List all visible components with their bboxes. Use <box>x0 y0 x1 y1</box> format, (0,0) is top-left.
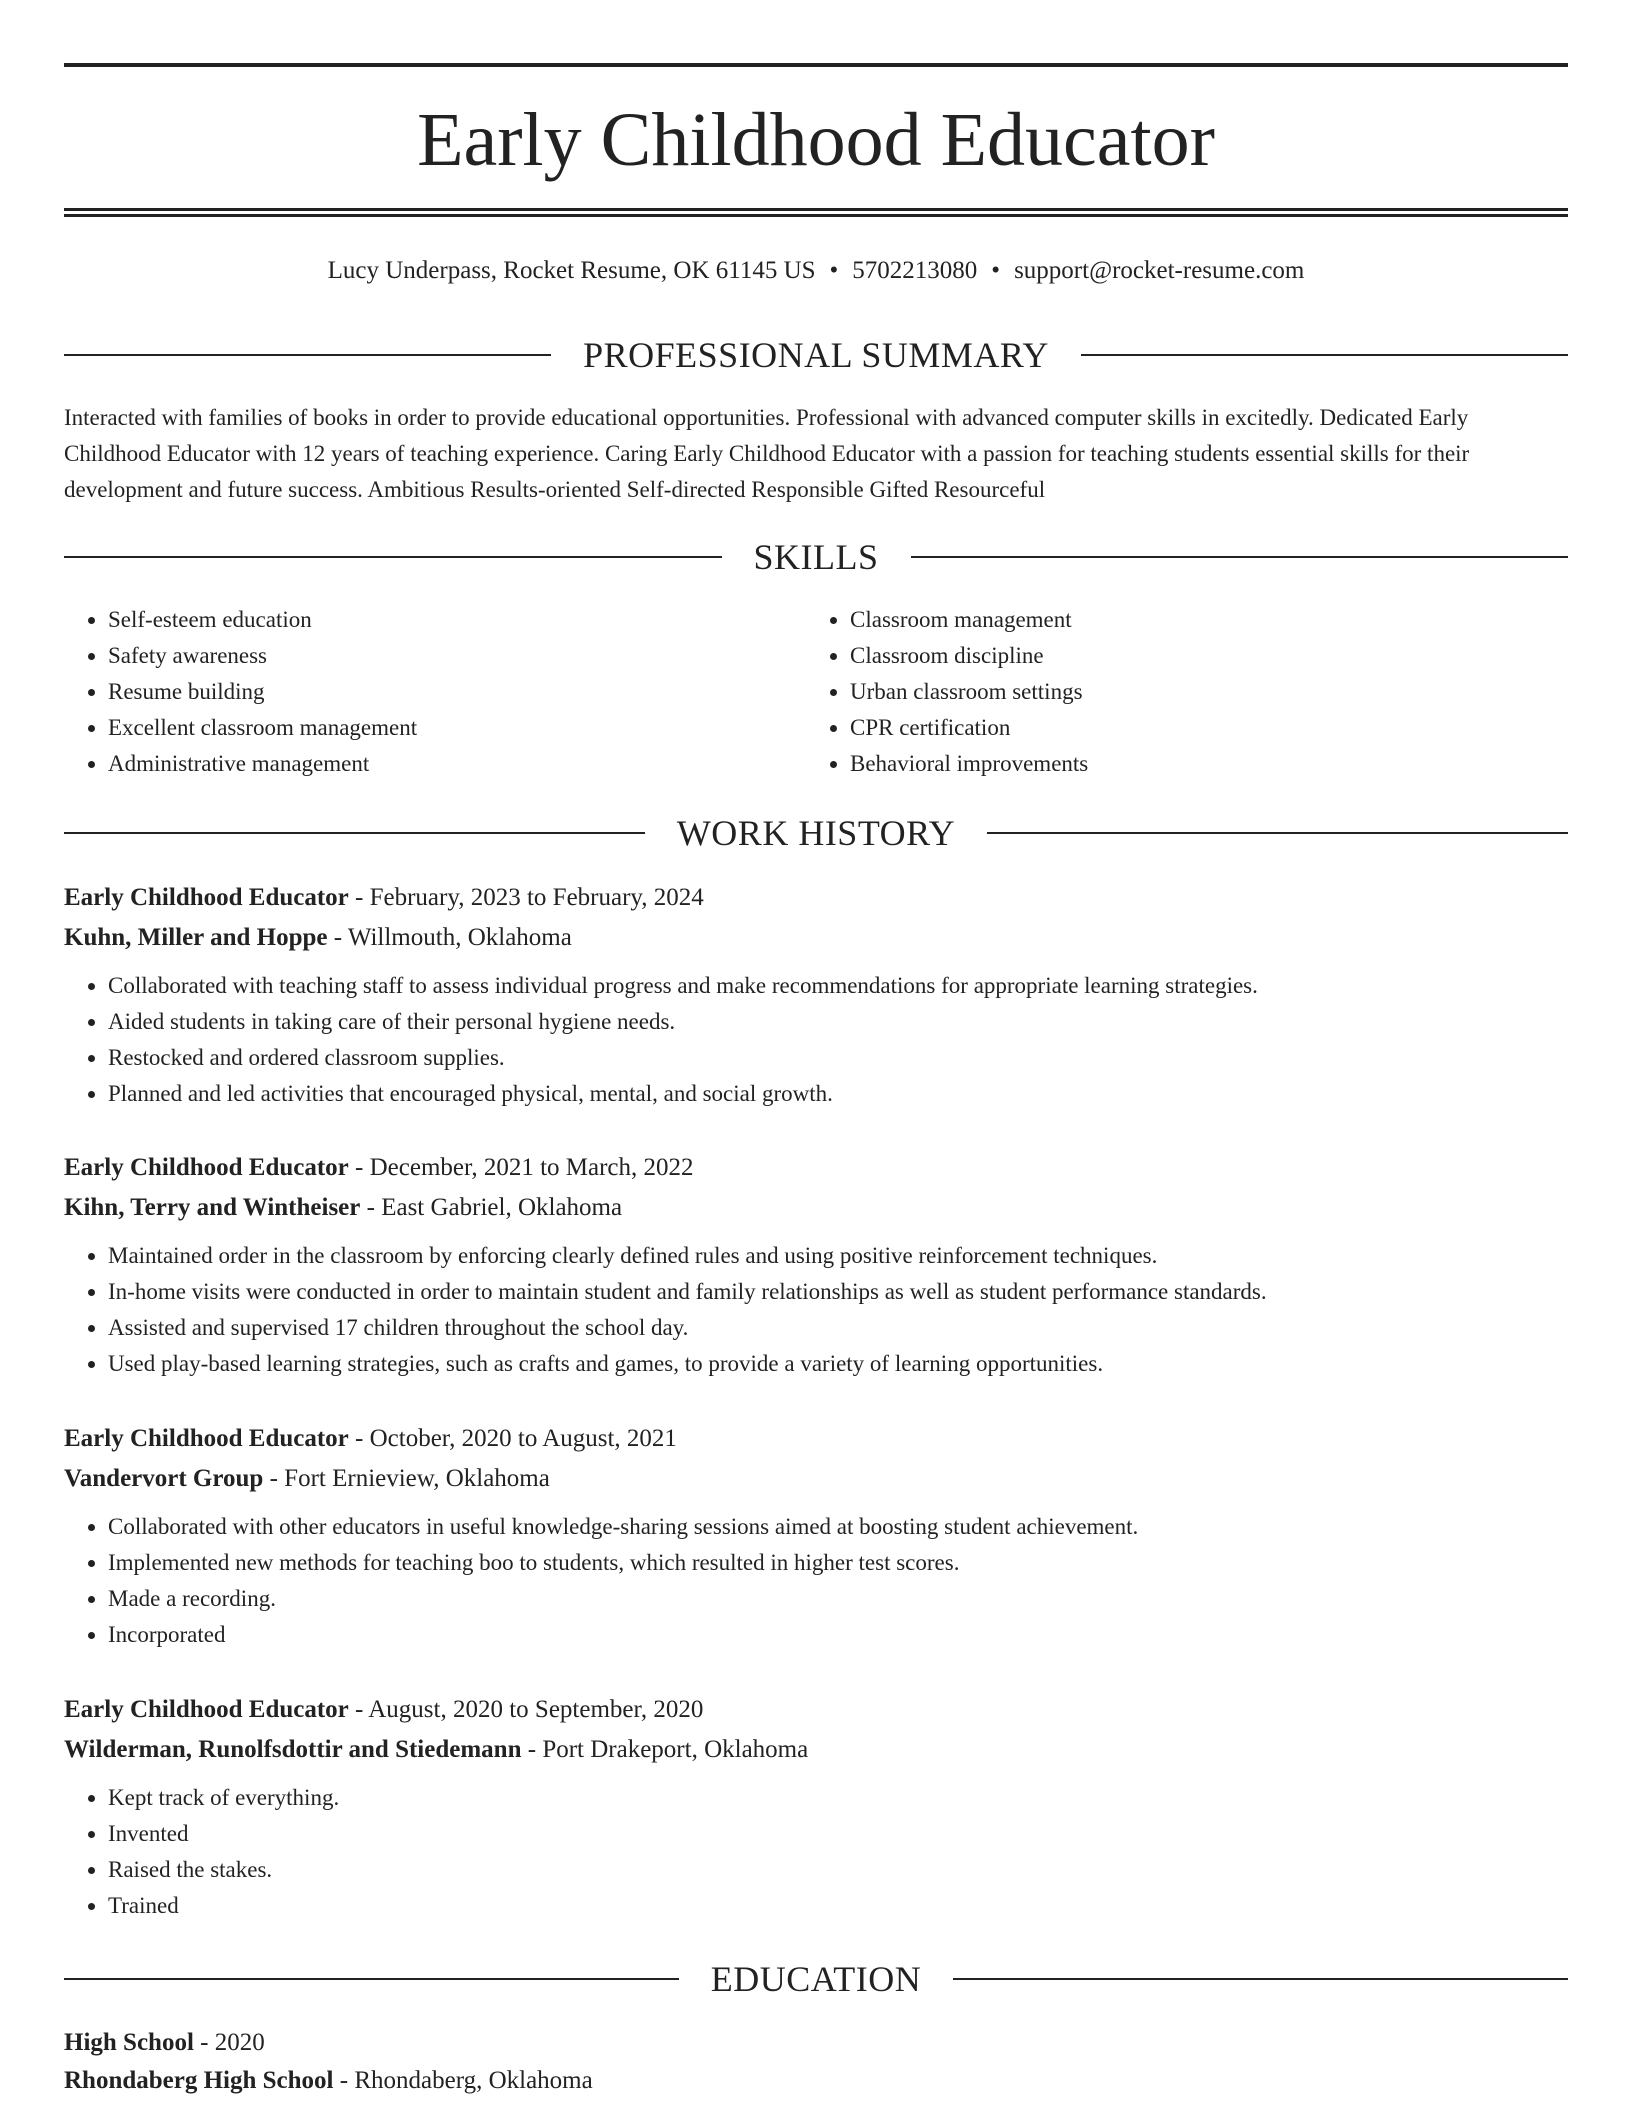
education-entry <box>64 2024 1568 2100</box>
job-dash: - <box>348 1425 370 1452</box>
job-bullets <box>64 1509 1568 1653</box>
top-rule <box>64 63 1568 67</box>
job-entry <box>64 878 1568 1112</box>
job-bullet: • Incorporated <box>108 1617 1568 1653</box>
job-company-line <box>64 1188 1568 1228</box>
education-heading <box>64 1957 1568 2001</box>
job-title-line <box>64 1148 1568 1188</box>
skill-item: • Classroom discipline <box>850 638 1548 674</box>
job-company-line <box>64 1459 1568 1499</box>
job-title: Early Childhood Educator <box>64 884 349 911</box>
heading-rule-left <box>64 556 722 558</box>
education-dash: - <box>193 2029 215 2056</box>
job-location: East Gabriel, Oklahoma <box>381 1194 623 1221</box>
contact-address: Lucy Underpass, Rocket Resume, OK 61145 US <box>327 257 816 284</box>
job-bullet: • In-home visits were conducted in order to maintain student and family relationships as well as student performance standards. <box>108 1274 1568 1310</box>
contact-separator: • <box>991 257 1001 284</box>
education-degree: High School <box>64 2029 194 2056</box>
job-bullets <box>64 1780 1568 1924</box>
summary-text: Interacted with families of books in order to provide educational opportunities. Professional with advanced computer skills in excitedly. Dedicated Early Childhood Educator with 12 years of teaching experience. Caring Early Childhood Educator with a passion for teaching students essential skills for their development and future success. Ambitious Results-oriented Self-directed Responsible Gifted Resourceful <box>64 405 1470 502</box>
job-location: Fort Ernieview, Oklahoma <box>284 1465 550 1492</box>
job-title: Early Childhood Educator <box>64 1154 349 1181</box>
job-bullet: • Aided students in taking care of their personal hygiene needs. <box>108 1004 1568 1040</box>
skill-item: • Self-esteem education <box>108 602 806 638</box>
heading-rule-left <box>64 1978 679 1980</box>
job-title: Early Childhood Educator <box>64 1696 349 1723</box>
skill-item: • CPR certification <box>850 710 1548 746</box>
skills-columns <box>64 602 1568 782</box>
job-dates: February, 2023 to February, 2024 <box>369 884 704 911</box>
job-bullets <box>64 968 1568 1112</box>
heading-rule-left <box>64 354 551 356</box>
resume-title: Early Childhood Educator <box>417 98 1215 182</box>
work-heading-label: WORK HISTORY <box>676 813 956 853</box>
summary-heading-label: PROFESSIONAL SUMMARY <box>583 335 1049 375</box>
heading-rule-left <box>64 832 645 834</box>
job-bullet: • Trained <box>108 1888 1568 1924</box>
job-entry <box>64 1690 1568 1924</box>
education-dash: - <box>333 2067 355 2094</box>
education-degree-line <box>64 2024 1568 2062</box>
skill-item: • Classroom management <box>850 602 1548 638</box>
job-dash: - <box>521 1736 543 1763</box>
education-year: 2020 <box>214 2029 265 2056</box>
job-bullet: • Implemented new methods for teaching boo to students, which resulted in higher test scores. <box>108 1545 1568 1581</box>
contact-phone: 5702213080 <box>852 257 978 284</box>
education-school-line <box>64 2062 1568 2100</box>
job-title-line <box>64 878 1568 918</box>
job-bullet: • Planned and led activities that encouraged physical, mental, and social growth. <box>108 1076 1568 1112</box>
job-company: Vandervort Group <box>64 1465 264 1492</box>
skill-item: • Resume building <box>108 674 806 710</box>
education-heading-label: EDUCATION <box>710 1959 922 1999</box>
contact-separator: • <box>829 257 839 284</box>
job-dates: December, 2021 to March, 2022 <box>369 1154 694 1181</box>
skills-list-left <box>64 602 806 782</box>
education-location: Rhondaberg, Oklahoma <box>354 2067 593 2094</box>
job-bullet: • Raised the stakes. <box>108 1852 1568 1888</box>
work-heading <box>64 811 1568 855</box>
skill-item: • Behavioral improvements <box>850 746 1548 782</box>
skill-item: • Excellent classroom management <box>108 710 806 746</box>
job-company-line <box>64 918 1568 958</box>
job-bullet: • Kept track of everything. <box>108 1780 1568 1816</box>
job-bullet: • Maintained order in the classroom by enforcing clearly defined rules and using positive reinforcement techniques. <box>108 1238 1568 1274</box>
job-company: Kihn, Terry and Wintheiser <box>64 1194 361 1221</box>
skills-heading-label: SKILLS <box>753 537 879 577</box>
job-title-line <box>64 1690 1568 1730</box>
job-dates: August, 2020 to September, 2020 <box>368 1696 704 1723</box>
job-bullets <box>64 1238 1568 1382</box>
skill-item: • Urban classroom settings <box>850 674 1548 710</box>
skills-list-right <box>806 602 1548 782</box>
heading-rule-right <box>987 832 1568 834</box>
job-bullet: • Made a recording. <box>108 1581 1568 1617</box>
job-dash: - <box>360 1194 382 1221</box>
job-dash: - <box>348 1696 369 1723</box>
title-double-rule <box>64 208 1568 217</box>
summary-heading <box>64 333 1568 377</box>
job-bullet: • Collaborated with other educators in useful knowledge-sharing sessions aimed at boosting student achievement. <box>108 1509 1568 1545</box>
heading-rule-right <box>911 556 1569 558</box>
job-location: Port Drakeport, Oklahoma <box>542 1736 809 1763</box>
contact-email: support@rocket-resume.com <box>1014 257 1305 284</box>
job-entry <box>64 1419 1568 1653</box>
job-location: Willmouth, Oklahoma <box>347 924 572 951</box>
job-entry <box>64 1148 1568 1382</box>
job-dash: - <box>327 924 348 951</box>
job-title: Early Childhood Educator <box>64 1425 349 1452</box>
job-bullet: • Collaborated with teaching staff to assess individual progress and make recommendations for appropriate learning strategies. <box>108 968 1568 1004</box>
heading-rule-right <box>953 1978 1568 1980</box>
job-bullet: • Restocked and ordered classroom supplies. <box>108 1040 1568 1076</box>
skill-item: • Safety awareness <box>108 638 806 674</box>
education-school: Rhondaberg High School <box>64 2067 334 2094</box>
job-dash: - <box>263 1465 285 1492</box>
skills-heading <box>64 535 1568 579</box>
job-bullet: • Assisted and supervised 17 children throughout the school day. <box>108 1310 1568 1346</box>
contact-line <box>64 254 1568 288</box>
job-company-line <box>64 1730 1568 1770</box>
job-bullet: • Invented <box>108 1816 1568 1852</box>
job-dash: - <box>348 1154 370 1181</box>
job-dates: October, 2020 to August, 2021 <box>369 1425 677 1452</box>
job-title-line <box>64 1419 1568 1459</box>
job-bullet: • Used play-based learning strategies, such as crafts and games, to provide a variety of learning opportunities. <box>108 1346 1568 1382</box>
heading-rule-right <box>1081 354 1568 356</box>
job-company: Wilderman, Runolfsdottir and Stiedemann <box>64 1736 522 1763</box>
job-company: Kuhn, Miller and Hoppe <box>64 924 328 951</box>
job-dash: - <box>348 884 370 911</box>
skill-item: • Administrative management <box>108 746 806 782</box>
